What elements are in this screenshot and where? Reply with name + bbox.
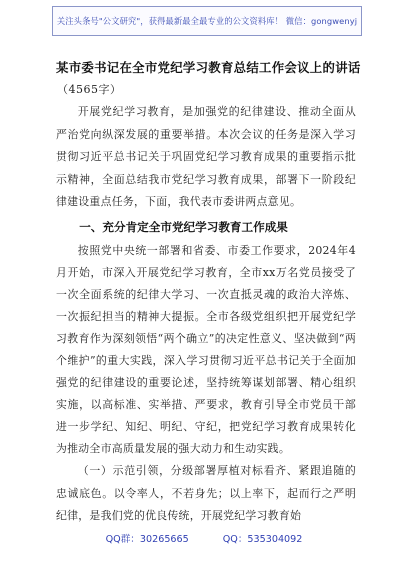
document-body <box>56 101 356 527</box>
header-banner-text: 关注头条号"公文研究"，获得最新最全最专业的公文资料库！ 微信：gongwenyj <box>56 16 358 26</box>
intro-paragraph: 开展党纪学习教育，是加强党的纪律建设、推动全面从严治党向纵深发展的重要举措。本次会议的任务是深入学习贯彻习近平总书记关于巩固党纪学习教育成果的重要指示批示精神，全面总结我市党纪学习教育成果，部署下一阶段纪律建设重点任务，下面，我代表市委讲两点意见。 <box>56 105 356 208</box>
footer-qq-number[interactable]: QQ：535304092 <box>222 534 303 545</box>
section-paragraph: 按照党中央统一部署和省委、市委工作要求，2024年4月开始，市深入开展党纪学习教育，全市xx万名党员接受了一次全面系统的纪律大学习、一次直抵灵魂的政治大淬炼、一次振纪担当的精神大提振。全市各级党组织把开展党纪学习教育作为深刻领悟“两个确立”的决定性意义、坚决做到“两个维护”的重大实践，深入学习贯彻习近平总书记关于全面加强党的纪律建设的重要论述，坚持统筹谋划部署、精心组织实施，以高标准、实举措、严要求，教育引导全市党员干部进一步学纪、知纪、明纪、守纪，把党纪学习教育成果转化为推动全市高质量发展的强大动力和生动实践。 <box>56 243 356 456</box>
header-banner[interactable] <box>52 6 362 36</box>
section-heading: 一、充分肯定全市党纪学习教育工作成果 <box>79 219 288 234</box>
document-title: 某市委书记在全市党纪学习教育总结工作会议上的讲话 <box>56 60 361 75</box>
footer-qq-group[interactable]: QQ群：30265665 <box>105 534 189 545</box>
subsection-paragraph: （一）示范引领，分级部署厚植对标看齐、紧跟追随的忠诚底色。以令率人，不若身先；以上率下，起而行之严明纪律，是我们党的优良传统，开展党纪学习教育始 <box>56 464 356 522</box>
footer-contacts <box>0 531 408 553</box>
word-count: （4565字） <box>57 83 122 96</box>
